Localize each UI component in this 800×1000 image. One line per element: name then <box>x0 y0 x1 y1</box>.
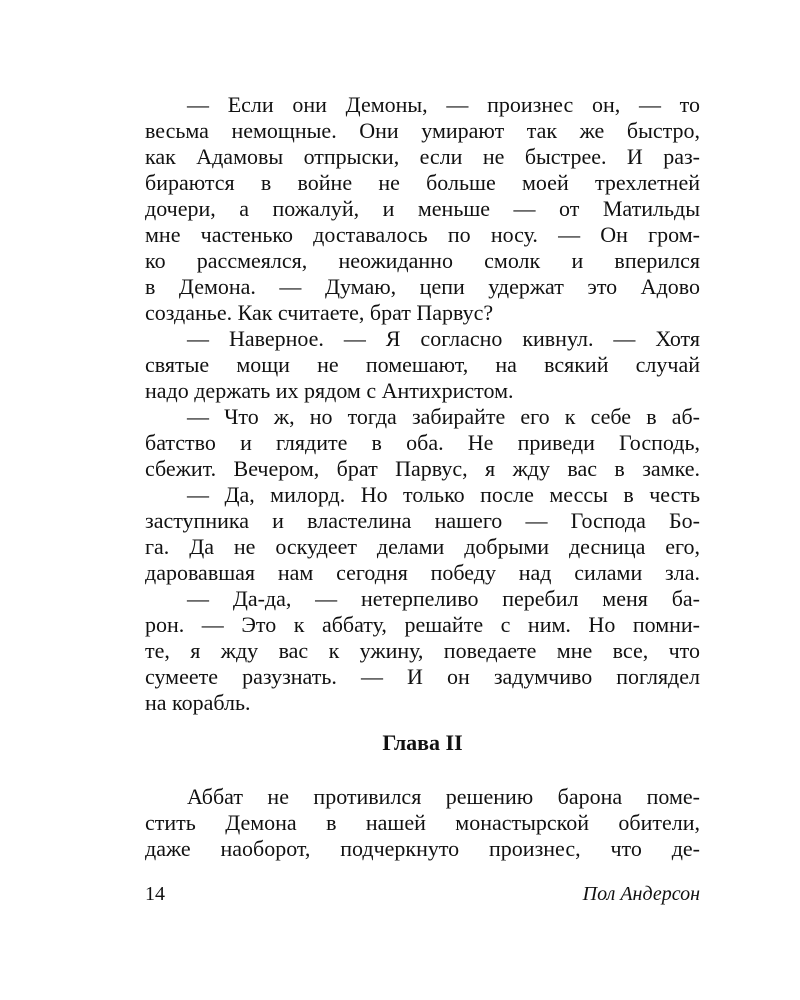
running-author: Пол Андерсон <box>582 883 700 905</box>
text-line: — Да-да, — нетерпеливо перебил меня ба- <box>187 586 700 611</box>
text-line: весьма немощные. Они умирают так же быстро, <box>145 118 700 143</box>
chapter-paragraph <box>145 784 700 862</box>
text-line: Аббат не противился решению барона поме- <box>187 784 700 809</box>
text-line: — Если они Демоны, — произнес он, — то <box>187 92 700 117</box>
book-page <box>145 92 700 862</box>
text-line: сбежит. Вечером, брат Парвус, я жду вас в замке. <box>145 456 700 481</box>
text-line: — Что ж, но тогда забирайте его к себе в аб- <box>187 404 700 429</box>
text-line: ко рассмеялся, неожиданно смолк и вперился <box>145 248 700 273</box>
chapter-heading: Глава II <box>382 730 463 755</box>
paragraph-3 <box>145 404 700 482</box>
text-line: даже наоборот, подчеркнуто произнес, что де- <box>145 836 700 861</box>
text-line: га. Да не оскудеет делами добрыми десница его, <box>145 534 700 559</box>
text-line: дочери, а пожалуй, и меньше — от Матильды <box>145 196 700 221</box>
text-line: те, я жду вас к ужину, поведаете мне все, что <box>145 638 700 663</box>
text-line: бираются в войне не больше моей трехлетней <box>145 170 700 195</box>
paragraph-2 <box>145 326 700 404</box>
text-line: сумеете разузнать. — И он задумчиво поглядел <box>145 664 700 689</box>
paragraph-4 <box>145 482 700 586</box>
text-line: святые мощи не помешают, на всякий случай <box>145 352 700 377</box>
text-line: батство и глядите в оба. Не приведи Господь, <box>145 430 700 455</box>
text-line: заступника и властелина нашего — Господа Бо- <box>145 508 700 533</box>
text-line: в Демона. — Думаю, цепи удержат это Адово <box>145 274 700 299</box>
paragraph-5 <box>145 586 700 716</box>
page-footer <box>145 880 700 908</box>
text-line: — Да, милорд. Но только после мессы в честь <box>187 482 700 507</box>
text-line: рон. — Это к аббату, решайте с ним. Но помни- <box>145 612 700 637</box>
page-number: 14 <box>145 883 165 905</box>
text-line: даровавшая нам сегодня победу над силами зла. <box>145 560 700 585</box>
text-line: надо держать их рядом с Антихристом. <box>145 378 514 403</box>
paragraph-1 <box>145 92 700 326</box>
text-line: как Адамовы отпрыски, если не быстрее. И раз- <box>145 144 700 169</box>
text-line: на корабль. <box>145 690 251 715</box>
text-line: — Наверное. — Я согласно кивнул. — Хотя <box>187 326 700 351</box>
text-line: стить Демона в нашей монастырской обители, <box>145 810 700 835</box>
text-line: мне частенько доставалось по носу. — Он гром- <box>145 222 700 247</box>
text-line: созданье. Как считаете, брат Парвус? <box>145 300 494 325</box>
